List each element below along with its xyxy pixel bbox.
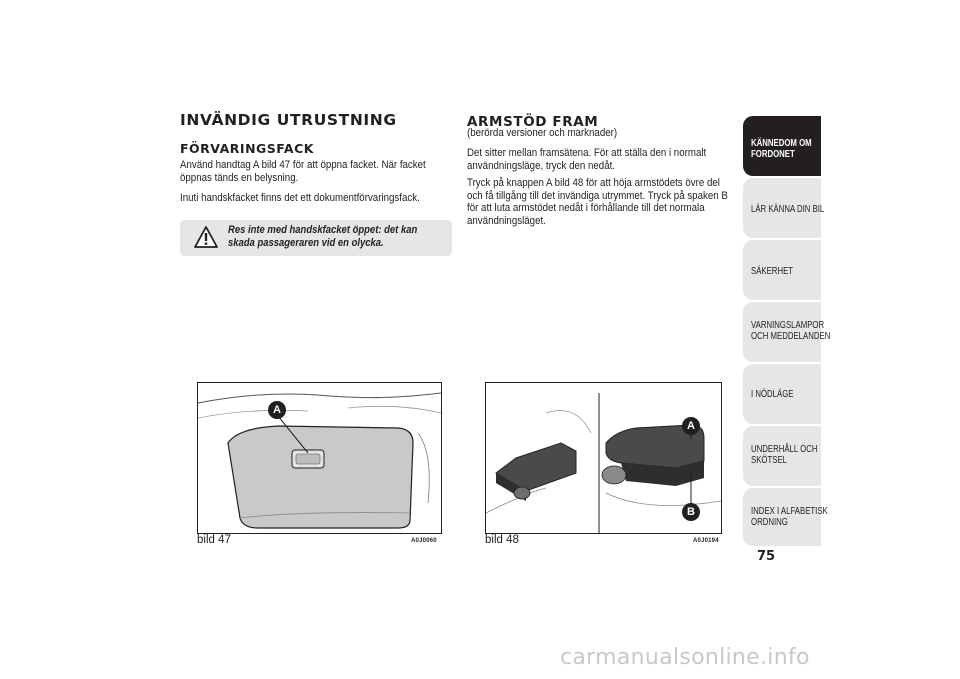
tab-label-line2: SKÖTSEL (751, 455, 787, 466)
tab-label-line1: I NÖDLÄGE (751, 389, 794, 400)
tab-label-line1: INDEX I ALFABETISK (751, 506, 828, 517)
warning-triangle-icon (194, 226, 218, 253)
section-title-interior: INVÄNDIG UTRUSTNING (180, 111, 397, 129)
page-number: 75 (757, 549, 776, 564)
figure-48-caption: bild 48 (485, 534, 519, 546)
label-a-marker: A (268, 401, 286, 419)
warning-text: Res inte med handskfacket öppet: det kan skada passageraren vid en olycka. (228, 224, 418, 249)
storage-paragraph-2: Inuti handskfacket finns det ett dokumentförvaringsfack. (180, 192, 420, 204)
label-b-marker: B (682, 503, 700, 521)
figure-47-caption: bild 47 (197, 534, 231, 546)
tab-i-nodlage[interactable] (743, 364, 821, 424)
tab-underhall-och-skotsel[interactable] (743, 426, 821, 486)
armrest-paragraph-2: Tryck på knappen A bild 48 för att höja armstödets övre del och få tillgång till det invändiga utrymmet. Tryck på spaken B för att luta armstödet nedåt i förhållande till det normala användningsläget. (467, 177, 728, 227)
watermark: carmanualsonline.info (560, 645, 810, 670)
tab-lar-kanna-din-bil[interactable] (743, 178, 825, 238)
tab-label-line1: SÄKERHET (751, 266, 794, 277)
figure-glovebox (197, 382, 442, 534)
tab-label-line2: ORDNING (751, 517, 788, 528)
figure-48-code: A0J0194 (693, 538, 719, 544)
section-title-armrest: ARMSTÖD FRAM (467, 114, 599, 130)
glovebox-illustration (198, 383, 441, 533)
tab-sakerhet[interactable] (743, 240, 821, 300)
tab-index[interactable] (743, 488, 828, 546)
figure-47-code: A0J0060 (411, 538, 437, 544)
tab-label-line1: KÄNNEDOM OM (751, 138, 812, 149)
subsection-title-storage: FÖRVARINGSFACK (180, 141, 314, 156)
tab-label-line1: VARNINGSLAMPOR (751, 320, 825, 331)
armrest-paragraph-1: Det sitter mellan framsätena. För att ställa den i normalt användningsläge, tryck den nedåt. (467, 147, 707, 172)
tab-label-line2: FORDONET (751, 149, 795, 160)
armrest-subtitle: (berörda versioner och marknader) (467, 127, 618, 139)
tab-label-line2: OCH MEDDELANDEN (751, 331, 831, 342)
storage-paragraph-1: Använd handtag A bild 47 för att öppna facket. När facket öppnas tänds en belysning. (180, 159, 426, 184)
tab-kannedom-om-fordonet[interactable] (743, 116, 821, 176)
tab-label-line1: UNDERHÅLL OCH (751, 444, 818, 455)
tab-varningslampor[interactable] (743, 302, 831, 362)
figure-armrest (485, 382, 722, 534)
tab-label-line1: LÄR KÄNNA DIN BIL (751, 204, 825, 215)
label-a-marker: A (682, 417, 700, 435)
